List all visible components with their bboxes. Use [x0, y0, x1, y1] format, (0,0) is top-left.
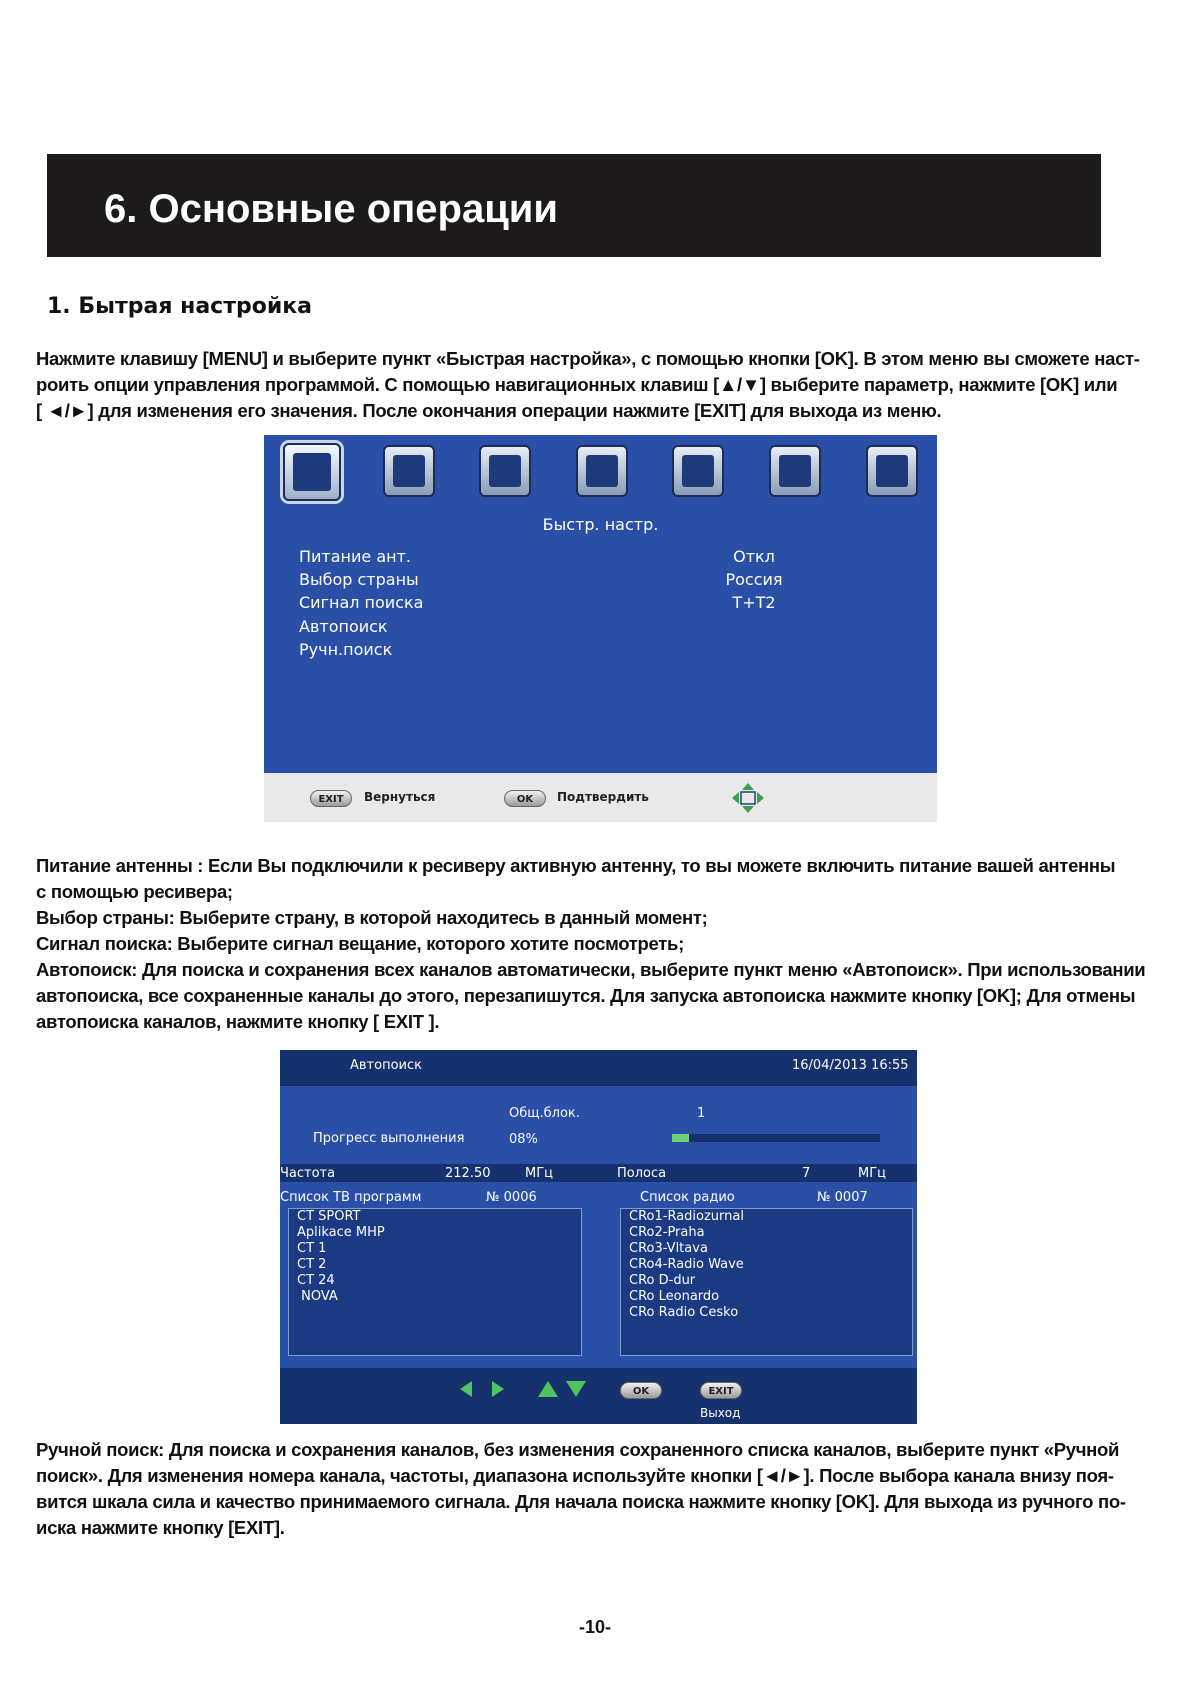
- up-down-arrows-icon: [538, 1380, 586, 1398]
- desc-line: с помощью ресивера;: [36, 881, 233, 902]
- desc-line: Сигнал поиска: Выберите сигнал вещание, которого хотите посмотреть;: [36, 933, 684, 954]
- settings-description: [36, 853, 1166, 1035]
- menu-title: Быстр. настр.: [542, 515, 659, 534]
- settings-icon[interactable]: [769, 445, 821, 497]
- progress-fill: [672, 1134, 689, 1142]
- list-item[interactable]: CT 2: [297, 1257, 327, 1272]
- screen-title: Автопоиск: [350, 1058, 422, 1073]
- desc-line: Питание антенны : Если Вы подключили к ресиверу активную антенну, то вы можете включить питание вашей антенны: [36, 855, 1116, 876]
- country-value[interactable]: Россия: [725, 570, 783, 589]
- list-item[interactable]: CRo D-dur: [629, 1273, 696, 1288]
- intro-paragraph: [36, 346, 1166, 424]
- clock-icon[interactable]: [479, 445, 531, 497]
- frequency-unit: МГц: [525, 1166, 553, 1181]
- manual-line: поиск». Для изменения номера канала, частоты, диапазона используйте кнопки [◄/►]. После выбора канала внизу поя-: [36, 1465, 1114, 1486]
- usb-icon[interactable]: [866, 445, 918, 497]
- list-item[interactable]: CRo3-Vltava: [629, 1241, 708, 1256]
- lock-icon[interactable]: [672, 445, 724, 497]
- radio-count: № 0007: [817, 1190, 868, 1205]
- menu-item-search-signal[interactable]: Сигнал поиска: [299, 593, 424, 612]
- menu-item-manual-search[interactable]: Ручн.поиск: [299, 640, 393, 659]
- tv-icon[interactable]: [576, 445, 628, 497]
- list-item[interactable]: CRo4-Radio Wave: [629, 1257, 744, 1272]
- bandwidth-value: 7: [802, 1166, 811, 1181]
- auto-search-screen: [280, 1050, 917, 1424]
- screen-footer: [280, 1368, 917, 1424]
- date-time: 16/04/2013 16:55: [792, 1058, 909, 1073]
- total-label: Общ.блок.: [509, 1106, 580, 1121]
- list-item[interactable]: CRo1-Radiozurnal: [629, 1209, 744, 1224]
- intro-line: Нажмите клавишу [MENU] и выберите пункт «Быстрая настройка», с помощью кнопки [OK]. В этом меню вы сможете наст-: [36, 348, 1140, 369]
- desc-line: автопоиска, все сохраненные каналы до этого, перезапишутся. Для запуска автопоиска нажмите кнопку [OK]; Для отмены: [36, 985, 1136, 1006]
- frequency-label: Частота: [280, 1166, 336, 1181]
- quick-setup-screen: [264, 435, 937, 822]
- ok-button[interactable]: OK: [504, 790, 546, 807]
- menu-item-antenna-power[interactable]: Питание ант.: [299, 547, 412, 566]
- ok-button[interactable]: OK: [620, 1382, 662, 1399]
- list-item[interactable]: CRo2-Praha: [629, 1225, 705, 1240]
- picture-icon[interactable]: [383, 445, 435, 497]
- list-item[interactable]: CT 24: [297, 1273, 335, 1288]
- list-item[interactable]: CT SPORT: [297, 1209, 361, 1224]
- manual-line: вится шкала сила и качество принимаемого сигнала. Для начала поиска нажмите кнопку [OK]. Для выхода из ручного по-: [36, 1491, 1126, 1512]
- radio-channel-list[interactable]: [620, 1208, 913, 1356]
- section-heading: 1. Бытрая настройка: [47, 294, 313, 319]
- manual-line: иска нажмите кнопку [EXIT].: [36, 1517, 285, 1538]
- page-number: -10-: [578, 1617, 611, 1637]
- search-signal-value[interactable]: T+T2: [732, 593, 776, 612]
- navigation-arrows-icon: [730, 781, 766, 815]
- progress-label: Прогресс выполнения: [313, 1131, 465, 1146]
- left-right-arrows-icon: [458, 1380, 506, 1398]
- bandwidth-label: Полоса: [617, 1166, 667, 1181]
- list-item[interactable]: CRo Leonardo: [629, 1289, 720, 1304]
- ok-label: Подтвердить: [557, 790, 649, 804]
- desc-line: Автопоиск: Для поиска и сохранения всех каналов автоматически, выберите пункт меню «Автопоиск». При использовании: [36, 959, 1146, 980]
- tv-count: № 0006: [486, 1190, 537, 1205]
- total-value: 1: [697, 1106, 706, 1121]
- exit-button[interactable]: EXIT: [700, 1382, 742, 1399]
- manual-line: Ручной поиск: Для поиска и сохранения каналов, без изменения сохраненного списка каналов, выберите пункт «Ручной: [36, 1439, 1120, 1460]
- desc-line: автопоиска каналов, нажмите кнопку [ EXIT ].: [36, 1011, 440, 1032]
- exit-label: Вернуться: [364, 790, 436, 804]
- intro-line: [ ◄/►] для изменения его значения. После окончания операции нажмите [EXIT] для выхода из меню.: [36, 400, 942, 421]
- monitor-icon[interactable]: [283, 443, 341, 501]
- bandwidth-unit: МГц: [858, 1166, 886, 1181]
- frequency-value: 212.50: [445, 1166, 491, 1181]
- tv-channel-list[interactable]: [288, 1208, 582, 1356]
- list-item[interactable]: Aplikace MHP: [297, 1225, 385, 1240]
- menu-footer: [264, 773, 937, 822]
- list-item[interactable]: NOVA: [297, 1289, 338, 1304]
- radio-list-label: Список радио: [640, 1190, 735, 1205]
- page-title: 6. Основные операции: [104, 187, 558, 231]
- list-item[interactable]: CRo Radio Cesko: [629, 1305, 739, 1320]
- intro-line: роить опции управления программой. С помощью навигационных клавиш [▲/▼] выберите параметр, нажмите [OK] или: [36, 374, 1118, 395]
- desc-line: Выбор страны: Выберите страну, в которой находитесь в данный момент;: [36, 907, 708, 928]
- progress-value: 08%: [509, 1132, 538, 1147]
- menu-item-country[interactable]: Выбор страны: [299, 570, 419, 589]
- chapter-banner: [47, 154, 1101, 257]
- exit-button[interactable]: EXIT: [310, 790, 352, 807]
- progress-bar: [672, 1134, 880, 1142]
- manual-search-paragraph: [36, 1437, 1166, 1541]
- antenna-power-value[interactable]: Откл: [733, 547, 775, 566]
- frequency-band: [280, 1164, 917, 1182]
- list-item[interactable]: CT 1: [297, 1241, 327, 1256]
- tv-list-label: Список ТВ программ: [280, 1190, 422, 1205]
- exit-label: Выход: [700, 1406, 741, 1420]
- menu-item-auto-search[interactable]: Автопоиск: [299, 617, 388, 636]
